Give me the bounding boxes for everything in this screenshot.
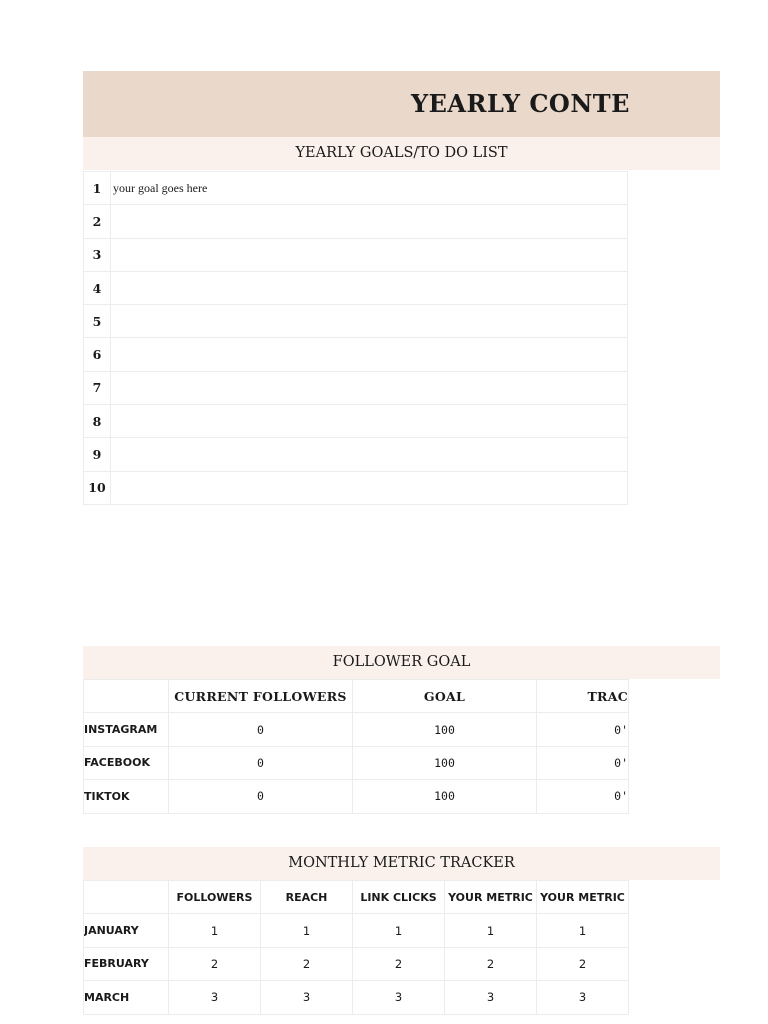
goal-row bbox=[84, 305, 628, 338]
goal-number: 5 bbox=[84, 305, 111, 338]
goal-text-cell[interactable] bbox=[111, 471, 628, 504]
page-title: YEARLY CONTE bbox=[411, 89, 630, 118]
goals-section-header bbox=[83, 137, 720, 170]
metric-value-cell[interactable]: 2 bbox=[353, 947, 445, 980]
goal-row bbox=[84, 338, 628, 371]
monthly-col-header: FOLLOWERS bbox=[169, 881, 261, 914]
metric-value-cell[interactable]: 1 bbox=[261, 914, 353, 947]
metric-value-cell[interactable]: 2 bbox=[169, 947, 261, 980]
goal-number: 4 bbox=[84, 271, 111, 304]
goals-section-title: YEARLY GOALS/TO DO LIST bbox=[295, 145, 508, 161]
platform-label: FACEBOOK bbox=[84, 746, 169, 779]
goal-row bbox=[84, 371, 628, 404]
monthly-col-header: LINK CLICKS bbox=[353, 881, 445, 914]
metric-value-cell[interactable]: 2 bbox=[445, 947, 537, 980]
platform-label: INSTAGRAM bbox=[84, 713, 169, 746]
metric-value-cell[interactable]: 3 bbox=[537, 981, 629, 1014]
month-label: FEBRUARY bbox=[84, 947, 169, 980]
follower-goal-title: FOLLOWER GOAL bbox=[332, 654, 471, 670]
goal-text-cell[interactable] bbox=[111, 271, 628, 304]
monthly-col-header: YOUR METRIC bbox=[537, 881, 629, 914]
monthly-row bbox=[84, 947, 629, 980]
goals-table bbox=[83, 171, 628, 505]
monthly-header-row bbox=[84, 881, 629, 914]
goal-text-cell[interactable] bbox=[111, 438, 628, 471]
current-followers-cell[interactable]: 0 bbox=[169, 713, 353, 746]
month-label: MARCH bbox=[84, 981, 169, 1014]
follower-row bbox=[84, 780, 629, 813]
goal-number: 9 bbox=[84, 438, 111, 471]
goal-row bbox=[84, 271, 628, 304]
metric-value-cell[interactable]: 1 bbox=[537, 914, 629, 947]
goal-row bbox=[84, 405, 628, 438]
goal-row bbox=[84, 205, 628, 238]
goal-number: 6 bbox=[84, 338, 111, 371]
goal-row bbox=[84, 471, 628, 504]
follower-col-header: GOAL bbox=[353, 680, 537, 713]
metric-value-cell[interactable]: 3 bbox=[353, 981, 445, 1014]
goal-number: 8 bbox=[84, 405, 111, 438]
monthly-row bbox=[84, 981, 629, 1014]
monthly-tracker-table bbox=[83, 880, 629, 1015]
tracking-cell: 0' bbox=[537, 746, 629, 779]
metric-value-cell[interactable]: 3 bbox=[445, 981, 537, 1014]
metric-value-cell[interactable]: 3 bbox=[169, 981, 261, 1014]
goal-text-cell[interactable] bbox=[111, 371, 628, 404]
goal-number: 3 bbox=[84, 238, 111, 271]
month-label: JANUARY bbox=[84, 914, 169, 947]
follower-header-row bbox=[84, 680, 629, 713]
follower-row bbox=[84, 713, 629, 746]
tracking-cell: 0' bbox=[537, 780, 629, 813]
goal-text-cell[interactable]: your goal goes here bbox=[111, 172, 628, 205]
goal-cell[interactable]: 100 bbox=[353, 746, 537, 779]
goal-row bbox=[84, 238, 628, 271]
goal-text-cell[interactable] bbox=[111, 305, 628, 338]
follower-goal-header bbox=[83, 646, 720, 679]
goal-cell[interactable]: 100 bbox=[353, 713, 537, 746]
monthly-col-header bbox=[84, 881, 169, 914]
monthly-tracker-header bbox=[83, 847, 720, 880]
goal-text-cell[interactable] bbox=[111, 238, 628, 271]
goal-row bbox=[84, 438, 628, 471]
goal-text-cell[interactable] bbox=[111, 405, 628, 438]
monthly-tracker-title: MONTHLY METRIC TRACKER bbox=[288, 855, 515, 871]
goal-text-cell[interactable] bbox=[111, 338, 628, 371]
goal-number: 2 bbox=[84, 205, 111, 238]
follower-col-header bbox=[84, 680, 169, 713]
follower-goal-table bbox=[83, 679, 629, 814]
monthly-col-header: YOUR METRIC bbox=[445, 881, 537, 914]
metric-value-cell[interactable]: 1 bbox=[445, 914, 537, 947]
metric-value-cell[interactable]: 3 bbox=[261, 981, 353, 1014]
goal-number: 10 bbox=[84, 471, 111, 504]
follower-col-header: TRAC bbox=[537, 680, 629, 713]
metric-value-cell[interactable]: 2 bbox=[261, 947, 353, 980]
current-followers-cell[interactable]: 0 bbox=[169, 780, 353, 813]
goal-number: 7 bbox=[84, 371, 111, 404]
goal-row bbox=[84, 172, 628, 205]
tracking-cell: 0' bbox=[537, 713, 629, 746]
metric-value-cell[interactable]: 1 bbox=[353, 914, 445, 947]
follower-col-header: CURRENT FOLLOWERS bbox=[169, 680, 353, 713]
platform-label: TIKTOK bbox=[84, 780, 169, 813]
metric-value-cell[interactable]: 1 bbox=[169, 914, 261, 947]
follower-row bbox=[84, 746, 629, 779]
goal-number: 1 bbox=[84, 172, 111, 205]
current-followers-cell[interactable]: 0 bbox=[169, 746, 353, 779]
goal-text-cell[interactable] bbox=[111, 205, 628, 238]
goal-cell[interactable]: 100 bbox=[353, 780, 537, 813]
metric-value-cell[interactable]: 2 bbox=[537, 947, 629, 980]
title-band bbox=[83, 71, 720, 137]
monthly-col-header: REACH bbox=[261, 881, 353, 914]
monthly-row bbox=[84, 914, 629, 947]
